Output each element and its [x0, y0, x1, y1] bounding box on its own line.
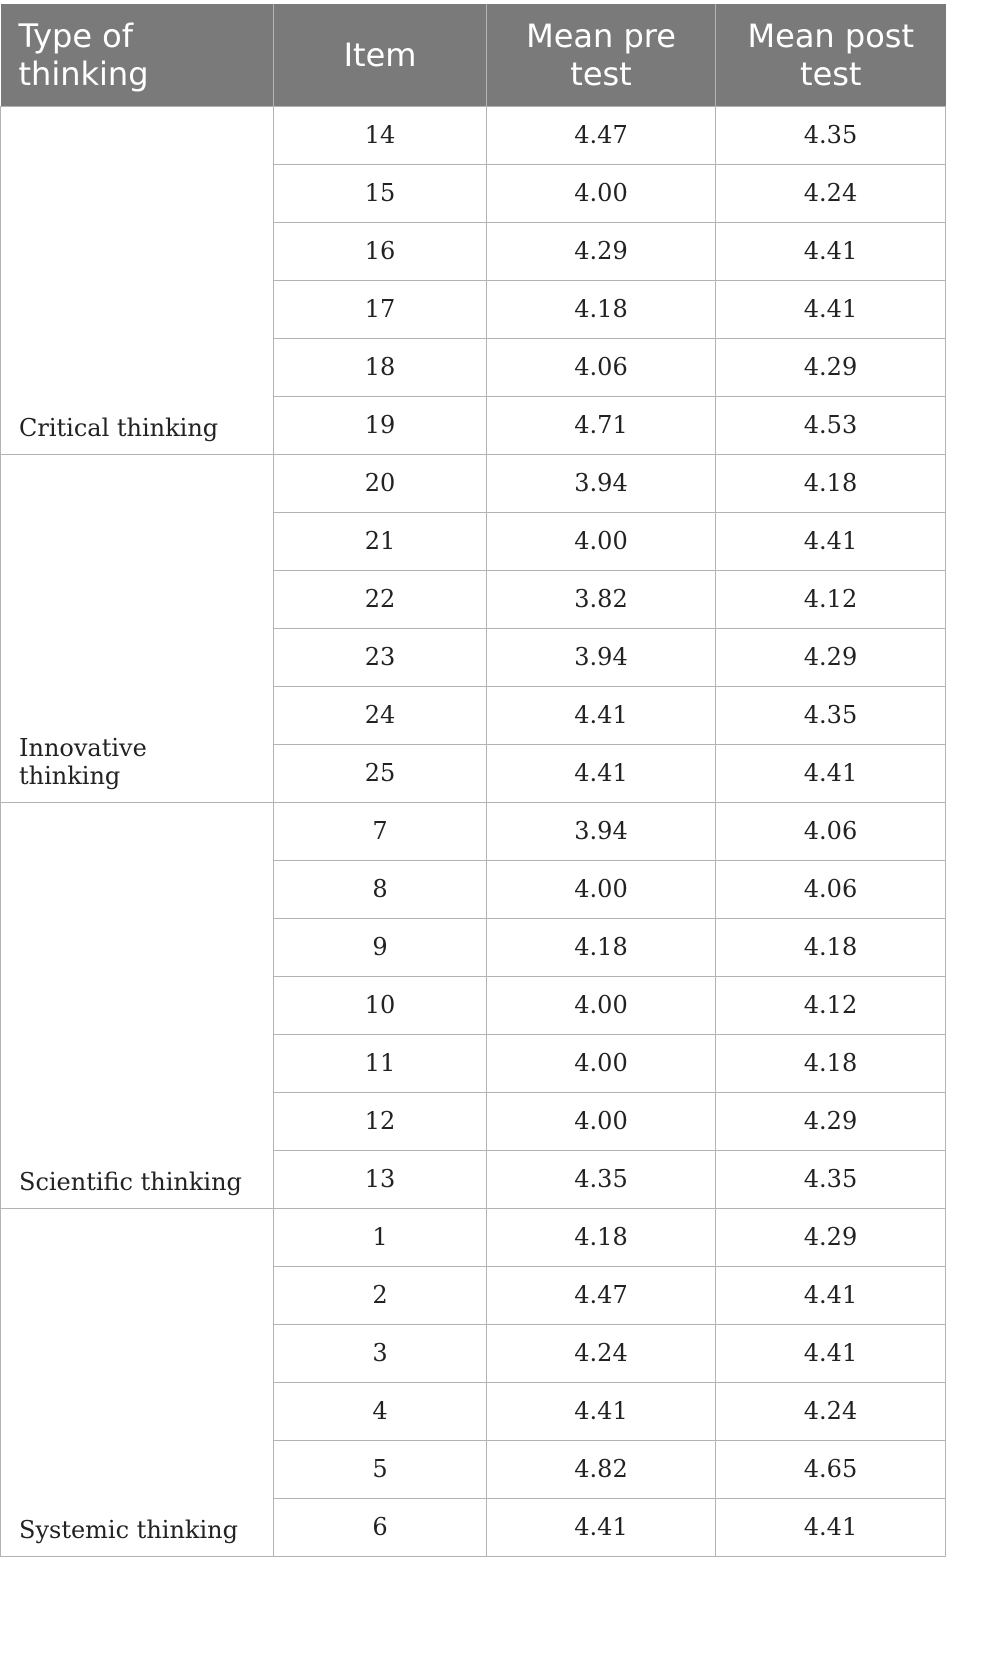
mean-post-cell: 4.41: [716, 512, 946, 570]
mean-pre-cell: 4.71: [487, 396, 716, 454]
item-cell: 7: [274, 802, 487, 860]
mean-post-cell: 4.65: [716, 1440, 946, 1498]
header-item: Item: [274, 4, 487, 106]
item-cell: 23: [274, 628, 487, 686]
item-cell: 4: [274, 1382, 487, 1440]
mean-post-cell: 4.53: [716, 396, 946, 454]
item-cell: 8: [274, 860, 487, 918]
mean-post-cell: 4.41: [716, 222, 946, 280]
mean-pre-cell: 3.94: [487, 802, 716, 860]
mean-post-cell: 4.35: [716, 106, 946, 164]
mean-pre-cell: 4.00: [487, 976, 716, 1034]
item-cell: 15: [274, 164, 487, 222]
item-cell: 3: [274, 1324, 487, 1382]
mean-pre-cell: 3.82: [487, 570, 716, 628]
mean-pre-cell: 4.00: [487, 512, 716, 570]
item-cell: 16: [274, 222, 487, 280]
mean-pre-cell: 4.41: [487, 1382, 716, 1440]
header-mean-pre-test: Mean pre test: [487, 4, 716, 106]
mean-pre-cell: 4.82: [487, 1440, 716, 1498]
table-row: [1, 1208, 946, 1266]
header-row: [1, 4, 946, 106]
mean-post-cell: 4.41: [716, 1498, 946, 1556]
mean-pre-cell: 4.24: [487, 1324, 716, 1382]
mean-pre-cell: 4.18: [487, 280, 716, 338]
item-cell: 21: [274, 512, 487, 570]
mean-pre-cell: 4.41: [487, 1498, 716, 1556]
item-cell: 13: [274, 1150, 487, 1208]
mean-pre-cell: 3.94: [487, 628, 716, 686]
mean-pre-cell: 4.29: [487, 222, 716, 280]
mean-post-cell: 4.12: [716, 570, 946, 628]
mean-post-cell: 4.06: [716, 802, 946, 860]
mean-pre-cell: 4.00: [487, 1092, 716, 1150]
table-row: [1, 802, 946, 860]
item-cell: 18: [274, 338, 487, 396]
mean-pre-cell: 4.18: [487, 1208, 716, 1266]
table-row: [1, 106, 946, 164]
mean-post-cell: 4.41: [716, 280, 946, 338]
item-cell: 6: [274, 1498, 487, 1556]
item-cell: 9: [274, 918, 487, 976]
item-cell: 20: [274, 454, 487, 512]
item-cell: 22: [274, 570, 487, 628]
mean-pre-cell: 4.47: [487, 106, 716, 164]
table-row: [1, 454, 946, 512]
mean-pre-cell: 4.47: [487, 1266, 716, 1324]
mean-post-cell: 4.18: [716, 918, 946, 976]
thinking-type-cell: Innovative thinking: [1, 454, 274, 802]
mean-post-cell: 4.41: [716, 744, 946, 802]
mean-post-cell: 4.35: [716, 686, 946, 744]
item-cell: 10: [274, 976, 487, 1034]
mean-post-cell: 4.24: [716, 164, 946, 222]
mean-pre-cell: 4.00: [487, 164, 716, 222]
item-cell: 25: [274, 744, 487, 802]
item-cell: 2: [274, 1266, 487, 1324]
mean-post-cell: 4.29: [716, 628, 946, 686]
mean-pre-cell: 4.18: [487, 918, 716, 976]
mean-post-cell: 4.41: [716, 1266, 946, 1324]
item-cell: 24: [274, 686, 487, 744]
item-cell: 11: [274, 1034, 487, 1092]
mean-post-cell: 4.29: [716, 1092, 946, 1150]
item-cell: 14: [274, 106, 487, 164]
item-cell: 17: [274, 280, 487, 338]
header-mean-post-test: Mean post test: [716, 4, 946, 106]
thinking-type-cell: Scientific thinking: [1, 802, 274, 1208]
item-cell: 5: [274, 1440, 487, 1498]
thinking-scores-table: [0, 4, 946, 1557]
mean-post-cell: 4.29: [716, 338, 946, 396]
thinking-type-cell: Systemic thinking: [1, 1208, 274, 1556]
mean-pre-cell: 4.35: [487, 1150, 716, 1208]
mean-post-cell: 4.29: [716, 1208, 946, 1266]
mean-post-cell: 4.18: [716, 454, 946, 512]
item-cell: 19: [274, 396, 487, 454]
mean-pre-cell: 3.94: [487, 454, 716, 512]
item-cell: 12: [274, 1092, 487, 1150]
mean-post-cell: 4.24: [716, 1382, 946, 1440]
mean-post-cell: 4.06: [716, 860, 946, 918]
table-body: [1, 106, 946, 1556]
table-header: [1, 4, 946, 106]
mean-post-cell: 4.12: [716, 976, 946, 1034]
mean-post-cell: 4.18: [716, 1034, 946, 1092]
mean-post-cell: 4.35: [716, 1150, 946, 1208]
item-cell: 1: [274, 1208, 487, 1266]
mean-pre-cell: 4.00: [487, 1034, 716, 1092]
mean-post-cell: 4.41: [716, 1324, 946, 1382]
thinking-type-cell: Critical thinking: [1, 106, 274, 454]
mean-pre-cell: 4.41: [487, 686, 716, 744]
mean-pre-cell: 4.06: [487, 338, 716, 396]
mean-pre-cell: 4.41: [487, 744, 716, 802]
mean-pre-cell: 4.00: [487, 860, 716, 918]
header-type-of-thinking: Type of thinking: [1, 4, 274, 106]
